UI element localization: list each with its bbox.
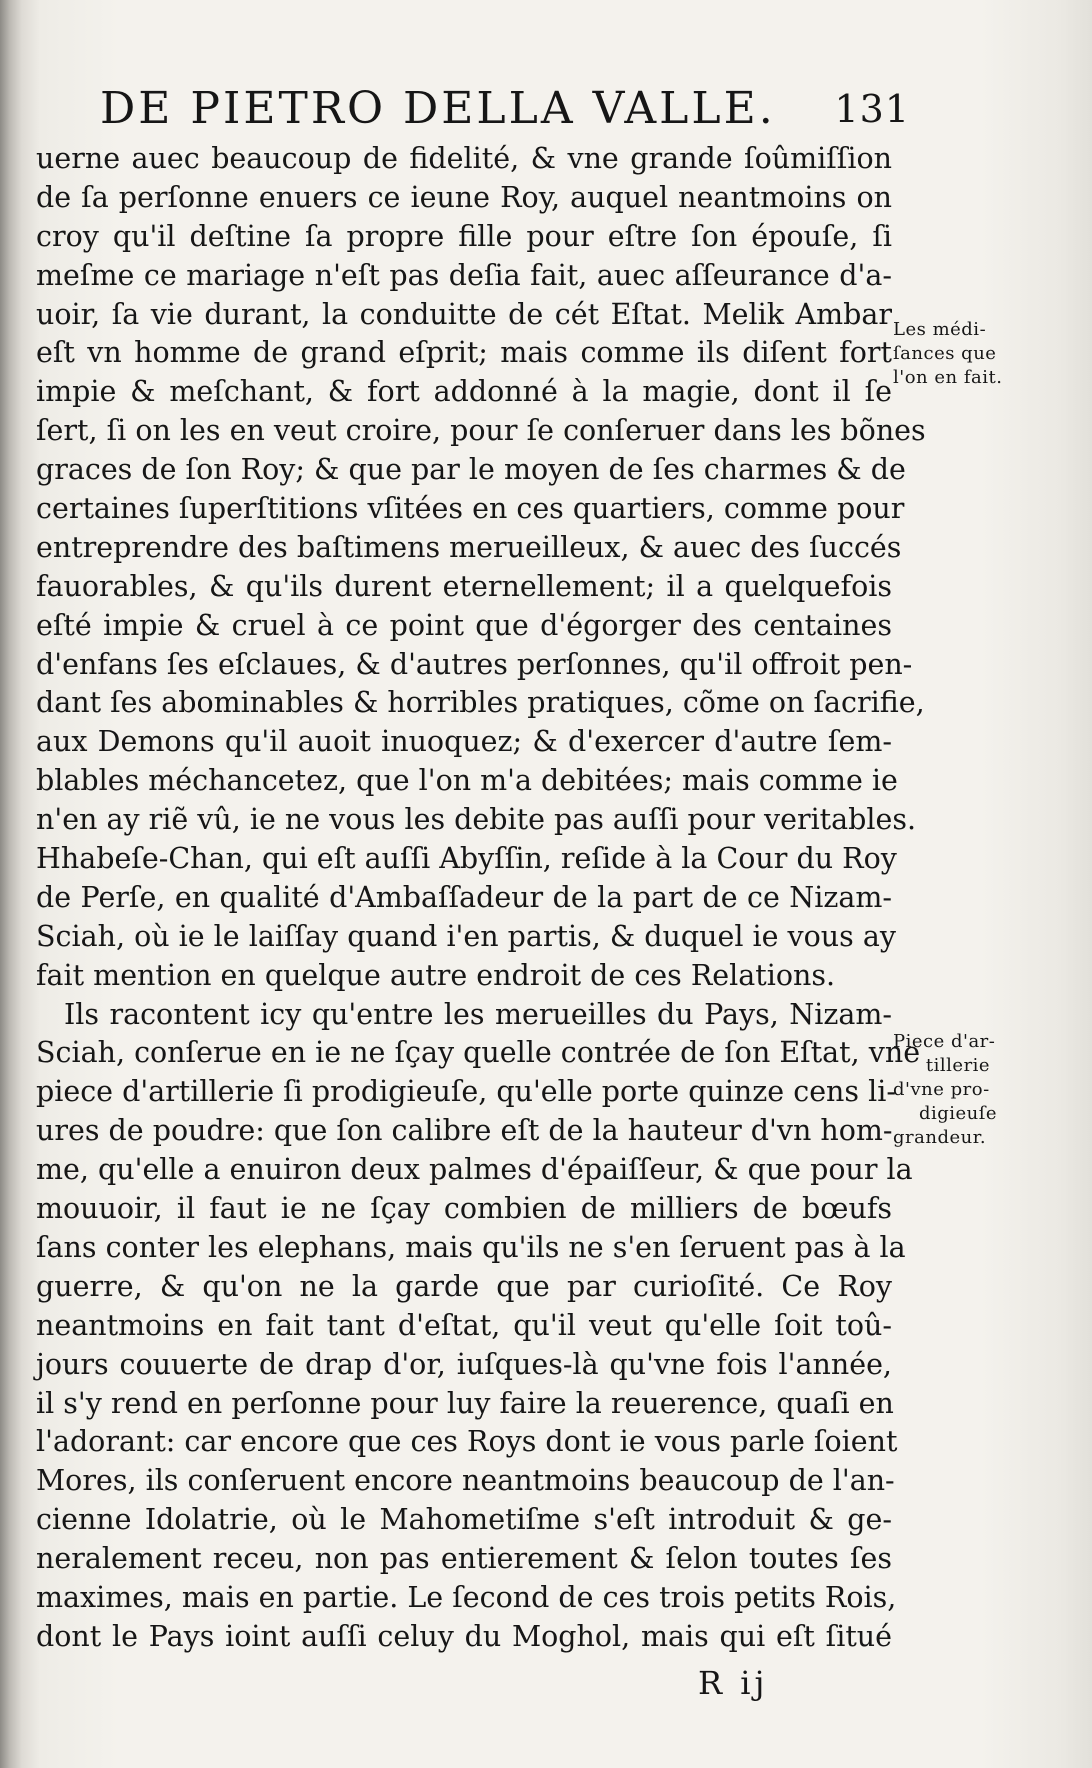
text-line: dant ſes abominables & horribles pratiques, cõme on ſacrifie, [36,686,925,720]
text-line: Sciah, conſerue en ie ne ſçay quelle contrée de ſon Eſtat, vne [36,1036,921,1070]
margin-note-line: grandeur. [893,1127,987,1148]
text-line: neantmoins en fait tant d'eſtat, qu'il veut qu'elle ſoit toû- [36,1308,892,1342]
text-line: piece d'artillerie ſi prodigieuſe, qu'elle porte quinze cens li- [36,1075,896,1109]
text-line: Ils racontent icy qu'entre les merueilles du Pays, Nizam- [64,997,892,1031]
text-line: il s'y rend en perſonne pour luy faire la reuerence, quaſi en [36,1386,894,1420]
text-line: impie & meſchant, & fort addonné à la magie, dont il ſe [36,375,892,409]
text-line: mouuoir, il faut ie ne ſçay combien de milliers de bœufs [36,1192,892,1226]
text-line: ures de poudre: que ſon calibre eſt de la hauteur d'vn hom- [36,1114,893,1148]
text-line: cienne Idolatrie, où le Mahometiſme s'eſt introduit & ge- [36,1503,892,1537]
margin-note-line: tillerie [925,1055,991,1076]
text-line: d'enfans ſes eſclaues, & d'autres perſonnes, qu'il offroit pen- [36,647,913,681]
text-line: me, qu'elle a enuiron deux palmes d'épaiſſeur, & que pour la [36,1153,913,1187]
text-line: Hhabeſe-Chan, qui eſt auſſi Abyſſin, reſide à la Cour du Roy [36,842,897,876]
text-line: maximes, mais en partie. Le ſecond de ces trois petits Rois, [36,1580,897,1614]
signature-mark: R ij [698,1664,769,1702]
text-line: eſté impie & cruel à ce point que d'égorger des centaines [36,608,892,642]
body-text [36,140,926,1657]
text-line: de Perſe, en qualité d'Ambaſſadeur de la part de ce Nizam- [36,880,892,914]
text-line: blables méchancetez, que l'on m'a debitées; mais comme ie [36,764,898,798]
margin-note-line: l'on en fait. [893,367,1003,388]
text-line: fait mention en quelque autre endroit de ces Relations. [36,958,836,992]
running-header [100,78,910,140]
text-line: entreprendre des baſtimens merueilleux, & auec des ſuccés [36,530,902,564]
text-line: ſans conter les elephans, mais qu'ils ne s'en ſeruent pas à la [36,1230,906,1264]
page-number: 131 [834,87,910,131]
text-line: guerre, & qu'on ne la garde que par curioſité. Ce Roy [36,1269,892,1303]
text-line: Mores, ils conſeruent encore neantmoins beaucoup de l'an- [36,1464,895,1498]
text-line: uerne auec beaucoup de fidelité, & vne grande ſoûmiſſion [36,142,892,175]
text-line: n'en ay riẽ vû, ie ne vous les debite pas auſſi pour veritables. [36,803,917,837]
text-line: de ſa perſonne enuers ce ieune Roy, auquel neantmoins on [36,180,892,214]
margin-note-medisances [893,318,1023,390]
text-line: eſt vn homme de grand eſprit; mais comme ils diſent fort [36,336,892,370]
margin-note-line: d'vne pro- [893,1079,990,1100]
text-line: fauorables, & qu'ils durent eternellement; il a quelquefois [36,569,892,603]
text-line: neralement receu, non pas entierement & ſelon toutes ſes [36,1542,892,1576]
text-line: uoir, ſa vie durant, la conduitte de cét Eſtat. Melik Ambar [36,297,892,331]
margin-note-line: ſances que [893,343,997,364]
text-line: croy qu'il deſtine ſa propre fille pour eſtre ſon épouſe, ſi [36,219,892,253]
text-line: graces de ſon Roy; & que par le moyen de ſes charmes & de [36,453,906,487]
margin-note-artillerie [893,1030,1023,1150]
text-line: ſert, ſi on les en veut croire, pour ſe conſeruer dans les bõnes [36,414,926,448]
margin-note-line: digieuſe [918,1103,998,1124]
text-line: Sciah, où ie le laiſſay quand i'en partis, & duquel ie vous ay [36,919,896,953]
text-line: l'adorant: car encore que ces Roys dont ie vous parle ſoient [36,1425,898,1459]
margin-note-line: Les médi- [893,319,987,340]
margin-note-line: Piece d'ar- [893,1031,996,1052]
text-line: aux Demons qu'il auoit inuoquez; & d'exercer d'autre ſem- [36,725,892,759]
text-line: certaines ſuperſtitions vſitées en ces quartiers, comme pour [36,492,905,526]
text-line: jours couuerte de drap d'or, iuſques-là qu'vne fois l'année, [36,1347,892,1381]
text-line: dont le Pays ioint auſſi celuy du Moghol, mais qui eſt ſitué [36,1619,892,1653]
running-title: DE PIETRO DELLA VALLE. [100,83,776,134]
text-line: meſme ce mariage n'eſt pas deſia fait, auec aſſeurance d'a- [36,258,892,292]
